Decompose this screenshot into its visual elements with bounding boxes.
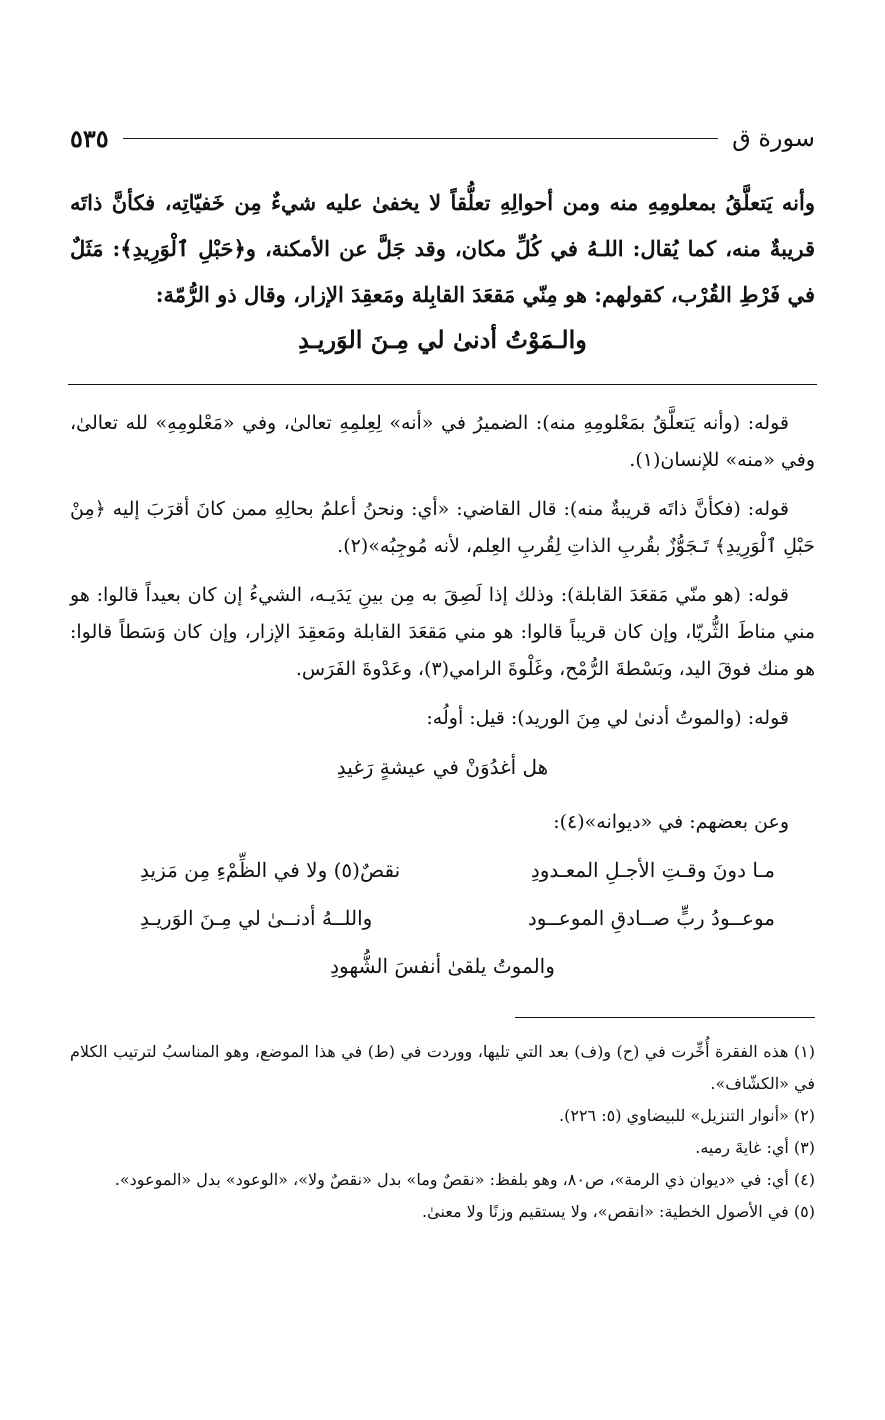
header-rule (123, 138, 718, 139)
main-verse: والـمَوْتُ أدنىٰ لي مِـنَ الوَريـدِ (298, 325, 587, 354)
commentary-intro: وعن بعضهم: في «ديوانه»(٤): (553, 811, 789, 833)
footnote-3: (٣) أي: غايةَ رميه. (695, 1138, 815, 1157)
poem (70, 853, 815, 983)
footnote-divider (515, 1017, 815, 1018)
poem-hemistich: مـا دونَ وقـتِ الأجـلِ المعـدودِ (530, 858, 775, 882)
commentary-verse: هل أغدُوَنْ في عيشةٍ رَغيدِ (336, 755, 549, 779)
poem-hemistich: واللــهُ أدنــىٰ لي مِـنَ الوَريـدِ (140, 906, 373, 930)
footnote-2: (٢) «أنوار التنزيل» للبيضاوي (٥: ٢٢٦). (559, 1106, 815, 1125)
commentary-paragraph-4: قوله: (والموتُ أدنىٰ لي مِنَ الوريد): قيل: أولُه: (426, 707, 789, 729)
poem-row-1 (140, 853, 775, 887)
book-page (70, 118, 815, 1380)
poem-closing-line: والموتُ يلقىٰ أنفسَ الشُّهودِ (330, 954, 555, 978)
main-text (70, 180, 815, 362)
footnotes (70, 1036, 815, 1228)
commentary (70, 405, 815, 983)
poem-row-2 (140, 901, 775, 935)
commentary-paragraph-1: قوله: (وأنه يَتعلَّقُ بمَعْلومِهِ منه): الضميرُ في «أنه» لِعِلمِهِ تعالىٰ، وفي «مَعْلومِهِ» لله تعالىٰ، وفي «منه» للإنسان(١). (70, 412, 815, 471)
footnote-1: (١) هذه الفقرة أُخِّرت في (ح) و(ف) بعد التي تليها، ووردت في (ط) في هذا الموضع، وهو المناسبُ لترتيب الكلام في «الكشّاف». (70, 1042, 815, 1093)
poem-hemistich: نقصٌ(٥) ولا في الظِّمْءِ مِن مَزيدِ (140, 858, 401, 882)
footnote-4: (٤) أي: في «ديوان ذي الرمة»، ص٨٠، وهو بلفظ: «نقصٌ وما» بدل «نقصٌ ولا»، «الوعود» بدل «الموعود». (114, 1170, 815, 1189)
footnote-5: (٥) في الأصول الخطية: «انقص»، ولا يستقيم وزنًا ولا معنىٰ. (422, 1202, 815, 1221)
commentary-paragraph-3: قوله: (هو منّي مَقعَدَ القابلة): وذلك إذا لَصِقَ به مِن بينِ يَدَيـه، الشيءُ إن كان بعيداً قالوا: هو مني مناطَ الثُّريّا، وإن كان قريباً قالوا: هو مني مَقعَدَ القابلة ومَعقِدَ الإزار، وإن كان وَسَطاً قالوا: هو منك فوقَ اليد، وبَسْطةَ الرُّمْح، وغَلْوةَ الرامي(٣)، وعَدْوةَ الفَرَس. (70, 584, 815, 680)
page-number: ٥٣٥ (70, 123, 109, 153)
commentary-paragraph-2: قوله: (فكأنَّ ذاتَه قريبةٌ منه): قال القاضي: «أي: ونحنُ أعلمُ بحالِهِ ممن كانَ أقرَبَ إليه ﴿مِنْ حَبْلِ ٱلْوَرِيدِ﴾ تَـجَوُّزٌ بقُربِ الذاتِ لِقُربِ العِلم، لأنه مُوجِبُه»(٢). (70, 498, 815, 557)
main-paragraph: وأنه يَتعلَّقُ بمعلومِهِ منه ومن أحوالِهِ تعلُّقاً لا يخفىٰ عليه شيءٌ مِن خَفيّاتِه، فكأنَّ ذاتَه قريبةٌ منه، كما يُقال: اللـهُ في كُلِّ مكان، وقد جَلَّ عن الأمكنة، و﴿حَبْلِ ٱلْوَرِيدِ﴾: مَثَلٌ في فَرْطِ القُرْب، كقولهم: هو مِنّي مَقعَدَ القابِلة ومَعقِدَ الإزار، وقال ذو الرُّمّة: (70, 190, 815, 307)
poem-hemistich: موعــودُ ربٍّ صــادقِ الموعــود (527, 906, 775, 930)
running-header (70, 118, 815, 158)
main-divider (68, 384, 817, 385)
surah-title: سورة ق (732, 124, 815, 152)
